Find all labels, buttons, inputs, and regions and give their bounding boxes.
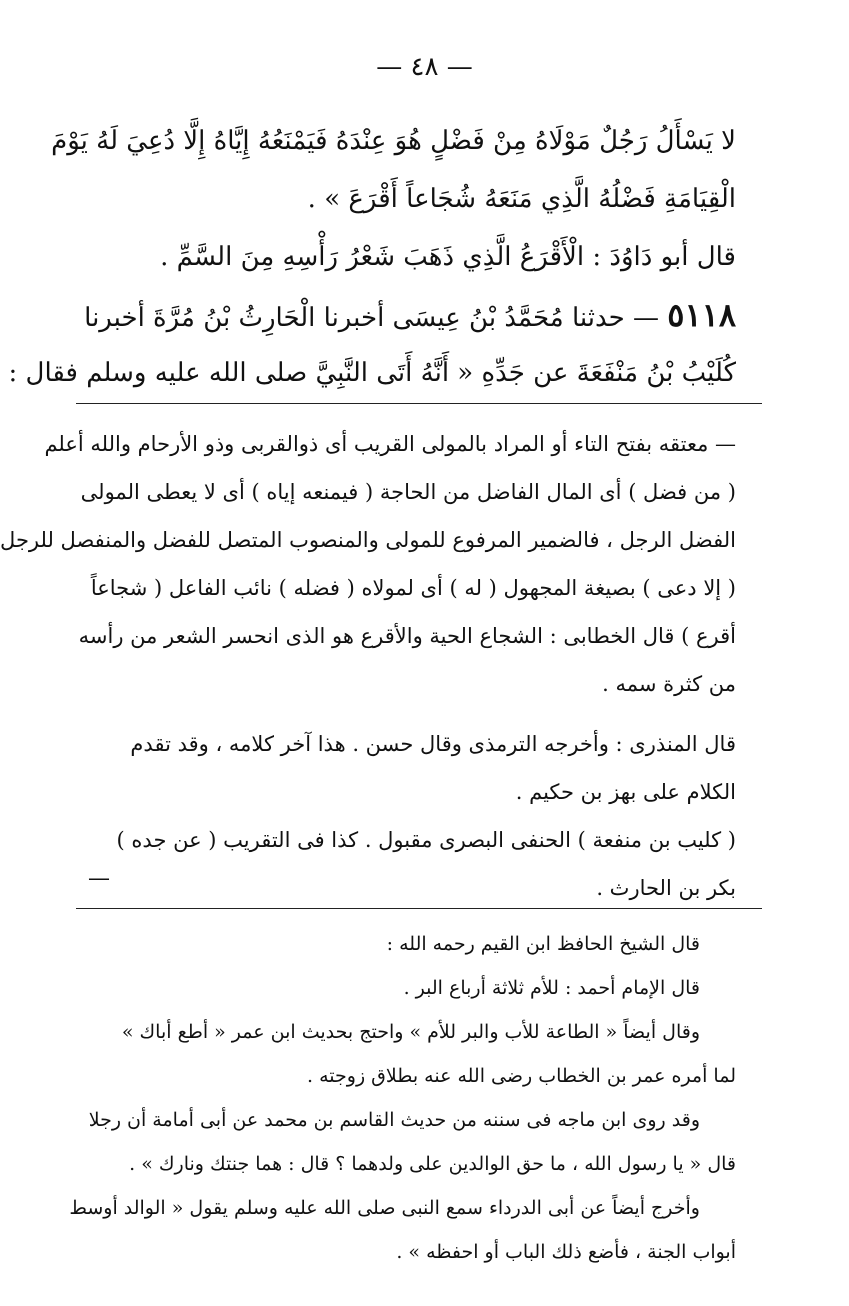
hadith-text-line: الْقِيَامَةِ فَضْلُهُ الَّذِي مَنَعَهُ شُجَاعاً أَقْرَعَ » . [307,184,736,214]
commentary-line: الفضل الرجل ، فالضمير المرفوع للمولى والمنصوب المتصل للفضل والمنفصل للرجل [0,528,736,552]
commentary-line: الكلام على بهز بن حكيم . [515,780,736,804]
commentary-line: — معتقه بفتح التاء أو المراد بالمولى القريب أى ذوالقربى وذو الأرحام والله أعلم [44,432,736,456]
note-line: وأخرج أيضاً عن أبى الدرداء سمع النبى صلى الله عليه وسلم يقول « الوالد أوسط [69,1197,700,1219]
abu-dawud-remark: قال أبو دَاوُدَ : الْأَقْرَعُ الَّذِي ذَهَبَ شَعْرُ رَأْسِهِ مِنَ السَّمِّ . [160,242,736,272]
hadith-chain-line-2: كُلَيْبُ بْنُ مَنْفَعَةَ عن جَدِّهِ « أَنَّهُ أَتَى النَّبِيَّ صلى الله عليه وسلم فقال : [8,358,736,388]
commentary-line: بكر بن الحارث . [596,876,736,900]
commentary-line: قال المنذرى : وأخرجه الترمذى وقال حسن . هذا آخر كلامه ، وقد تقدم [130,732,736,756]
hadith-text-line: لا يَسْأَلُ رَجُلٌ مَوْلَاهُ مِنْ فَضْلٍ هُوَ عِنْدَهُ فَيَمْنَعُهُ إِيَّاهُ إِلَّا دُعِيَ لَهُ يَوْمَ [51,126,736,156]
note-line: قال الشيخ الحافظ ابن القيم رحمه الله : [386,933,700,955]
hadith-number: ٥١١٨ [667,296,736,334]
commentary-paragraph [0,420,736,708]
commentary-paragraph [76,816,736,912]
note-line: وقال أيضاً « الطاعة للأب والبر للأم » واحتج بحديث ابن عمر « أطع أباك » [121,1021,700,1043]
commentary-line: من كثرة سمه . [602,672,736,696]
page-number: — ٤٨ — [376,52,473,82]
commentary-line: ( إلا دعى ) بصيغة المجهول ( له ) أى لمولاه ( فضله ) نائب الفاعل ( شجاعاً [90,576,736,600]
note-line: أبواب الجنة ، فأضع ذلك الباب أو احفظه » . [396,1241,736,1263]
commentary-line: ( كليب بن منفعة ) الحنفى البصرى مقبول . كذا فى التقريب ( عن جده ) [116,828,736,852]
hadith-chain-text: — حدثنا مُحَمَّدُ بْنُ عِيسَى أخبرنا الْحَارِثُ بْنُ مُرَّةَ أخبرنا [84,303,659,333]
continuation-dash: — [88,866,110,891]
commentary-block [0,420,736,912]
commentary-line: أقرع ) قال الخطابى : الشجاع الحية والأقرع هو الذى انحسر الشعر من رأسه [78,624,736,648]
divider-rule [76,908,762,909]
ibn-qayyim-note-block [69,922,736,1274]
commentary-paragraph [76,720,736,816]
divider-rule [76,403,762,404]
note-line: قال « يا رسول الله ، ما حق الوالدين على ولدهما ؟ قال : هما جنتك ونارك » . [129,1153,736,1175]
hadith-chain-line [76,286,736,344]
commentary-line: ( من فضل ) أى المال الفاضل من الحاجة ( فيمنعه إياه ) أى لا يعطى المولى [80,480,736,504]
note-line: لما أمره عمر بن الخطاب رضى الله عنه بطلاق زوجته . [307,1065,736,1087]
note-line: وقد روى ابن ماجه فى سننه من حديث القاسم بن محمد عن أبى أمامة أن رجلا [88,1109,700,1131]
hadith-text-block [8,112,736,402]
note-line: قال الإمام أحمد : للأم ثلاثة أرباع البر . [403,977,700,999]
